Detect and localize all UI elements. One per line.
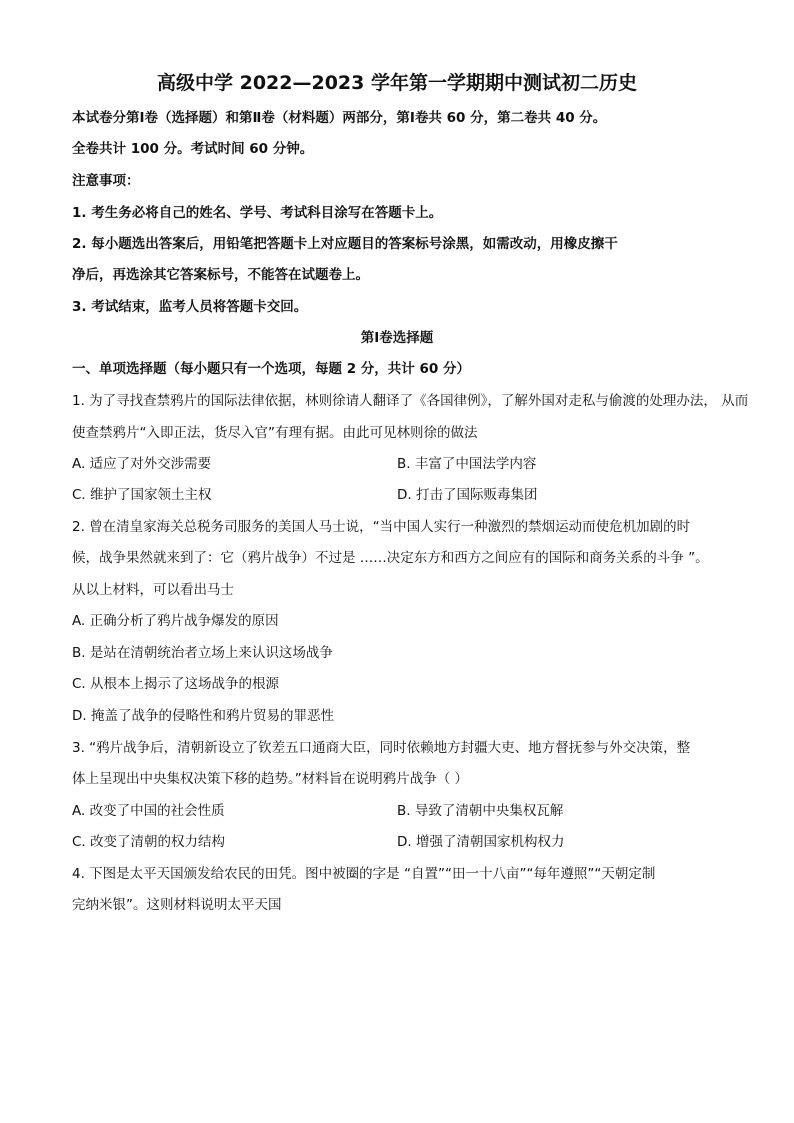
q1-stem-line-2: 使查禁鸦片“入即正法，货尽入官”有理有据。由此可见林则徐的做法 bbox=[72, 425, 478, 441]
q1-option-d: D. 打击了国际贩毒集团 bbox=[397, 487, 538, 503]
q4-stem-line-2: 完纳米银”。这则材料说明太平天国 bbox=[72, 897, 282, 913]
q2-option-c: C. 从根本上揭示了这场战争的根源 bbox=[72, 676, 280, 692]
section-title: 第Ⅰ卷选择题 bbox=[360, 330, 434, 346]
q2-stem-line-2: 候，战争果然就来到了：它（鸦片战争）不过是 ……决定东方和西方之间应有的国际和商务关系的斗争 ”。 bbox=[72, 550, 709, 566]
q1-option-a: A. 适应了对外交涉需要 bbox=[72, 456, 212, 472]
note-item-2-line-2: 净后，再选涂其它答案标号，不能答在试题卷上。 bbox=[72, 267, 369, 283]
part-heading: 一、单项选择题（每小题只有一个选项，每题 2 分，共计 60 分） bbox=[72, 361, 470, 377]
q2-stem-line-1: 2. 曾在清皇家海关总税务司服务的美国人马士说，“当中国人实行一种激烈的禁烟运动而使危机加剧的时 bbox=[72, 519, 691, 535]
q4-stem-line-1: 4. 下图是太平天国颁发给农民的田凭。图中被圈的字是 “自置”“田一十八亩”“每年遵照”“天朝定制 bbox=[72, 866, 656, 882]
q2-stem-line-3: 从以上材料，可以看出马士 bbox=[72, 582, 234, 598]
q2-option-b: B. 是站在清朝统治者立场上来认识这场战争 bbox=[72, 645, 333, 661]
q3-option-d: D. 增强了清朝国家机构权力 bbox=[397, 834, 565, 850]
q2-option-d: D. 掩盖了战争的侵略性和鸦片贸易的罪恶性 bbox=[72, 708, 334, 724]
q2-option-a: A. 正确分析了鸦片战争爆发的原因 bbox=[72, 613, 279, 629]
q1-option-c: C. 维护了国家领土主权 bbox=[72, 487, 212, 503]
q3-option-c: C. 改变了清朝的权力结构 bbox=[72, 834, 226, 850]
intro-line-1: 本试卷分第Ⅰ卷（选择题）和第Ⅱ卷（材料题）两部分，第Ⅰ卷共 60 分，第二卷共 40 分。 bbox=[72, 110, 607, 126]
note-item-1: 1. 考生务必将自己的姓名、学号、考试科目涂写在答题卡上。 bbox=[72, 205, 443, 221]
note-item-3: 3. 考试结束，监考人员将答题卡交回。 bbox=[72, 299, 308, 315]
note-item-2-line-1: 2. 每小题选出答案后，用铅笔把答题卡上对应题目的答案标号涂黑，如需改动，用橡皮擦干 bbox=[72, 236, 618, 252]
q3-stem-line-2: 体上呈现出中央集权决策下移的趋势。”材料旨在说明鸦片战争（ ） bbox=[72, 771, 469, 787]
intro-line-2: 全卷共计 100 分。考试时间 60 分钟。 bbox=[72, 141, 314, 157]
page-title: 高级中学 2022—2023 学年第一学期期中测试初二历史 bbox=[157, 72, 637, 94]
q1-option-b: B. 丰富了中国法学内容 bbox=[397, 456, 537, 472]
q3-stem-line-1: 3. “鸦片战争后，清朝新设立了钦差五口通商大臣，同时依赖地方封疆大吏、地方督抚参与外交决策，整 bbox=[72, 740, 691, 756]
notes-heading: 注意事项： bbox=[72, 173, 140, 189]
q3-option-b: B. 导致了清朝中央集权瓦解 bbox=[397, 803, 564, 819]
q1-stem-line-1: 1. 为了寻找查禁鸦片的国际法律依据，林则徐请人翻译了《各国律例》，了解外国对走私与偷渡的处理办法， 从而 bbox=[72, 393, 749, 409]
q3-option-a: A. 改变了中国的社会性质 bbox=[72, 803, 225, 819]
